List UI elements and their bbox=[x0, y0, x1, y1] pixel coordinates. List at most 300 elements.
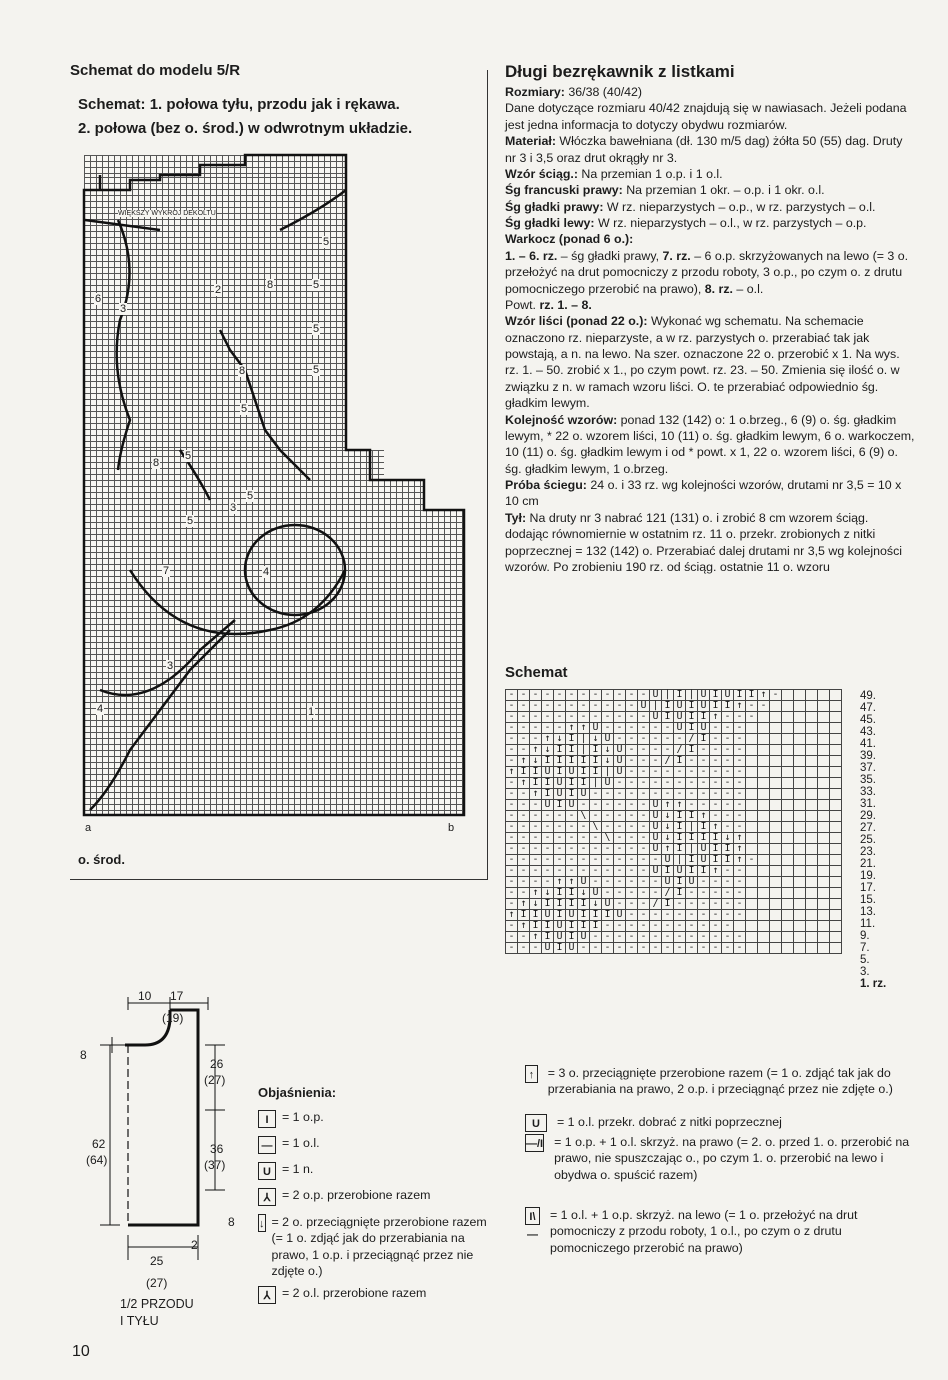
chart-cell: ↓ bbox=[542, 745, 554, 756]
chart-cell: - bbox=[686, 943, 698, 954]
chart-cell: U bbox=[698, 701, 710, 712]
chart-cell: - bbox=[566, 690, 578, 701]
chart-cell: \ bbox=[602, 833, 614, 844]
chart-cell: U bbox=[650, 800, 662, 811]
chart-cell: - bbox=[578, 800, 590, 811]
chart-cell: - bbox=[710, 778, 722, 789]
chart-cell: U bbox=[674, 723, 686, 734]
chart-cell: I bbox=[530, 767, 542, 778]
chart-cell: ↓ bbox=[662, 833, 674, 844]
chart-cell bbox=[818, 888, 830, 899]
chart-cell: - bbox=[566, 701, 578, 712]
chart-cell: ↑ bbox=[566, 723, 578, 734]
chart-cell: I bbox=[734, 690, 746, 701]
chart-cell: I bbox=[590, 767, 602, 778]
value: W rz. nieparzystych – o.p., w rz. parzystych – o.l. bbox=[603, 199, 876, 214]
chart-cell: - bbox=[566, 833, 578, 844]
chart-cell: - bbox=[554, 844, 566, 855]
chart-cell: - bbox=[698, 932, 710, 943]
chart-cell bbox=[818, 756, 830, 767]
chart-cell bbox=[758, 877, 770, 888]
chart-cell bbox=[770, 811, 782, 822]
paragraph: Dane dotyczące rozmiaru 40/42 znajdują się w nawiasach. Jeżeli podana jest jedna informacja to dotyczy obydwu rozmiarów. bbox=[505, 101, 907, 132]
legend-item bbox=[258, 1188, 488, 1206]
chart-cell bbox=[806, 866, 818, 877]
chart-cell: - bbox=[734, 877, 746, 888]
chart-cell bbox=[806, 888, 818, 899]
chart-cell: - bbox=[734, 888, 746, 899]
legend-item bbox=[525, 1207, 920, 1256]
chart-cell: - bbox=[554, 866, 566, 877]
marker-a: a bbox=[85, 822, 92, 834]
chart-cell: - bbox=[518, 888, 530, 899]
chart-row bbox=[506, 712, 842, 723]
chart-cell: - bbox=[506, 888, 518, 899]
chart-cell bbox=[794, 833, 806, 844]
value: rz. 1. – 8. bbox=[539, 297, 592, 312]
chart-cell bbox=[770, 899, 782, 910]
chart-cell: ↑ bbox=[530, 745, 542, 756]
schematic-caption-1: 1/2 PRZODU bbox=[120, 1297, 194, 1311]
chart-row bbox=[506, 745, 842, 756]
chart-cell: I bbox=[698, 866, 710, 877]
chart-cell bbox=[770, 723, 782, 734]
chart-cell: I bbox=[566, 888, 578, 899]
chart-cell: - bbox=[530, 855, 542, 866]
chart-cell: I bbox=[674, 811, 686, 822]
chart-number: 8 bbox=[153, 457, 160, 469]
chart-cell: - bbox=[626, 756, 638, 767]
chart-cell bbox=[746, 734, 758, 745]
chart-cell: U bbox=[614, 756, 626, 767]
chart-cell bbox=[770, 701, 782, 712]
k2tog-icon: ⅄ bbox=[258, 1188, 276, 1206]
chart-cell: - bbox=[614, 877, 626, 888]
chart-cell: - bbox=[722, 877, 734, 888]
chart-row bbox=[506, 921, 842, 932]
chart-cell bbox=[746, 811, 758, 822]
chart-cell: - bbox=[506, 877, 518, 888]
chart-cell bbox=[818, 899, 830, 910]
row-number: 3. bbox=[860, 966, 870, 978]
instructions-text bbox=[505, 84, 915, 575]
chart-cell bbox=[806, 943, 818, 954]
chart-cell bbox=[794, 921, 806, 932]
chart-cell bbox=[806, 701, 818, 712]
yarn-over-icon: U bbox=[258, 1162, 276, 1180]
chart-cell bbox=[746, 921, 758, 932]
chart-cell: ↑ bbox=[710, 712, 722, 723]
chart-cell: - bbox=[626, 712, 638, 723]
chart-cell bbox=[758, 899, 770, 910]
chart-cell bbox=[746, 910, 758, 921]
chart-cell: - bbox=[710, 789, 722, 800]
chart-cell: - bbox=[506, 822, 518, 833]
row-number: 43. bbox=[860, 726, 876, 738]
chart-cell: - bbox=[734, 745, 746, 756]
chart-cell: - bbox=[734, 800, 746, 811]
chart-cell bbox=[758, 921, 770, 932]
chart-cell: U bbox=[650, 833, 662, 844]
chart-cell: - bbox=[506, 855, 518, 866]
chart-cell: ↑ bbox=[662, 844, 674, 855]
chart-cell: I bbox=[566, 756, 578, 767]
chart-cell bbox=[806, 723, 818, 734]
chart-cell bbox=[782, 690, 794, 701]
chart-row bbox=[506, 844, 842, 855]
chart-row bbox=[506, 789, 842, 800]
chart-cell: - bbox=[602, 789, 614, 800]
chart-cell: I bbox=[566, 921, 578, 932]
chart-cell bbox=[758, 767, 770, 778]
chart-cell: U bbox=[674, 701, 686, 712]
chart-cell: - bbox=[686, 778, 698, 789]
chart-cell bbox=[794, 767, 806, 778]
chart-cell: - bbox=[722, 932, 734, 943]
chart-cell: - bbox=[554, 690, 566, 701]
chart-cell: - bbox=[650, 756, 662, 767]
chart-cell bbox=[830, 778, 842, 789]
dim-2: 2 bbox=[191, 1238, 198, 1252]
chart-cell bbox=[782, 866, 794, 877]
chart-cell: - bbox=[626, 844, 638, 855]
chart-cell bbox=[818, 932, 830, 943]
chart-cell bbox=[830, 756, 842, 767]
chart-cell bbox=[830, 910, 842, 921]
chart-number: 5 bbox=[323, 236, 330, 248]
chart-cell: - bbox=[638, 855, 650, 866]
legend-item bbox=[258, 1110, 488, 1128]
chart-cell: ↑ bbox=[530, 932, 542, 943]
chart-cell: - bbox=[710, 899, 722, 910]
legend-text: = 1 o.l. + 1 o.p. skrzyż. na lewo (= 1 o. przełożyć na drut pomocniczy z przodu roboty, 1 o.l., po czym o z drutu pomocniczego przerobić na prawo) bbox=[549, 1207, 858, 1255]
chart-cell: U bbox=[566, 910, 578, 921]
chart-cell: ↑ bbox=[734, 701, 746, 712]
chart-cell: ↑ bbox=[530, 789, 542, 800]
chart-cell bbox=[782, 932, 794, 943]
chart-cell: | bbox=[590, 778, 602, 789]
chart-cell: - bbox=[506, 899, 518, 910]
chart-cell: ↓ bbox=[578, 888, 590, 899]
chart-cell bbox=[794, 910, 806, 921]
chart-cell: - bbox=[566, 822, 578, 833]
chart-cell: I bbox=[590, 756, 602, 767]
chart-cell bbox=[758, 844, 770, 855]
chart-cell: ↑ bbox=[710, 866, 722, 877]
chart-cell bbox=[770, 767, 782, 778]
chart-cell: - bbox=[722, 943, 734, 954]
chart-row bbox=[506, 756, 842, 767]
chart-cell bbox=[830, 932, 842, 943]
row-number: 47. bbox=[860, 702, 876, 714]
chart-cell bbox=[758, 943, 770, 954]
chart-cell: - bbox=[626, 855, 638, 866]
chart-cell: / bbox=[662, 756, 674, 767]
chart-cell: - bbox=[506, 756, 518, 767]
chart-row bbox=[506, 943, 842, 954]
chart-cell: - bbox=[722, 734, 734, 745]
chart-cell bbox=[746, 866, 758, 877]
chart-cell: - bbox=[518, 701, 530, 712]
chart-cell: I bbox=[674, 888, 686, 899]
chart-cell bbox=[830, 833, 842, 844]
chart-cell bbox=[818, 690, 830, 701]
chart-cell: I bbox=[674, 690, 686, 701]
label: Kolejność wzorów: bbox=[505, 412, 618, 427]
chart-cell: - bbox=[602, 921, 614, 932]
chart-cell bbox=[794, 866, 806, 877]
chart-cell: I bbox=[518, 910, 530, 921]
chart-cell bbox=[806, 690, 818, 701]
chart-cell bbox=[770, 789, 782, 800]
chart-cell bbox=[830, 877, 842, 888]
chart-row bbox=[506, 910, 842, 921]
chart-cell: - bbox=[674, 899, 686, 910]
chart-cell bbox=[794, 899, 806, 910]
row-number: 17. bbox=[860, 882, 876, 894]
chart-row bbox=[506, 723, 842, 734]
chart-cell: - bbox=[566, 712, 578, 723]
chart-cell: ↑ bbox=[578, 723, 590, 734]
legend-item bbox=[258, 1162, 488, 1180]
chart-cell: I bbox=[542, 921, 554, 932]
chart-cell: - bbox=[542, 855, 554, 866]
chart-cell: - bbox=[710, 943, 722, 954]
chart-cell bbox=[746, 932, 758, 943]
chart-cell bbox=[758, 734, 770, 745]
chart-cell bbox=[818, 723, 830, 734]
chart-cell: - bbox=[578, 690, 590, 701]
chart-cell bbox=[770, 877, 782, 888]
chart-number: 3 bbox=[120, 303, 127, 315]
chart-cell bbox=[770, 734, 782, 745]
chart-cell: - bbox=[506, 932, 518, 943]
chart-cell: - bbox=[722, 756, 734, 767]
chart-cell: - bbox=[662, 910, 674, 921]
chart-cell: I bbox=[698, 833, 710, 844]
value: Na przemian 1 o.p. i 1 o.l. bbox=[577, 166, 723, 181]
chart-cell: | bbox=[674, 855, 686, 866]
chart-cell: - bbox=[686, 789, 698, 800]
chart-cell: - bbox=[710, 756, 722, 767]
chart-cell: - bbox=[674, 789, 686, 800]
chart-cell: U bbox=[650, 844, 662, 855]
chart-cell bbox=[758, 756, 770, 767]
chart-cell bbox=[818, 712, 830, 723]
chart-cell: I bbox=[710, 833, 722, 844]
chart-row bbox=[506, 932, 842, 943]
chart-cell: - bbox=[590, 701, 602, 712]
chart-cell: - bbox=[722, 723, 734, 734]
chart-cell bbox=[806, 822, 818, 833]
chart-cell bbox=[818, 800, 830, 811]
chart-cell: U bbox=[674, 866, 686, 877]
chart-cell bbox=[746, 800, 758, 811]
chart-row bbox=[506, 899, 842, 910]
chart-cell bbox=[794, 800, 806, 811]
chart-cell: I bbox=[722, 844, 734, 855]
chart-cell bbox=[830, 899, 842, 910]
chart-cell: - bbox=[650, 943, 662, 954]
row-number: 31. bbox=[860, 798, 876, 810]
chart-cell: - bbox=[650, 932, 662, 943]
chart-cell bbox=[806, 789, 818, 800]
chart-cell bbox=[770, 833, 782, 844]
chart-row bbox=[506, 734, 842, 745]
chart-cell: - bbox=[638, 833, 650, 844]
chart-cell bbox=[770, 822, 782, 833]
chart-number: 3 bbox=[167, 660, 174, 672]
value: Na przemian 1 okr. – o.p. i 1 okr. o.l. bbox=[622, 183, 825, 198]
twisted-purl-icon: U bbox=[525, 1114, 547, 1132]
legend-text: = 1 o.l. przekr. dobrać z nitki poprzecznej bbox=[557, 1114, 782, 1129]
chart-cell: - bbox=[710, 811, 722, 822]
chart-cell: - bbox=[698, 943, 710, 954]
chart-cell: U bbox=[698, 855, 710, 866]
legend-text: = 2 o. przeciągnięte przerobione razem (= 1 o. zdjąć jak do przerabiania na prawo, 1 o.p. i przeciągnąć przez nie zdjęte o.) bbox=[271, 1215, 487, 1279]
chart-cell: - bbox=[518, 789, 530, 800]
chart-cell: U bbox=[638, 701, 650, 712]
chart-cell: U bbox=[614, 767, 626, 778]
chart-cell: - bbox=[506, 734, 518, 745]
chart-cell: - bbox=[710, 723, 722, 734]
label: Śg francuski prawy: bbox=[505, 183, 623, 198]
chart-cell: - bbox=[662, 778, 674, 789]
chart-cell: - bbox=[626, 877, 638, 888]
chart-cell bbox=[758, 855, 770, 866]
chart-cell: - bbox=[710, 910, 722, 921]
p2tog-icon: ⅄ bbox=[258, 1286, 276, 1304]
chart-cell: - bbox=[614, 921, 626, 932]
chart-cell bbox=[770, 778, 782, 789]
chart-cell bbox=[782, 734, 794, 745]
chart-cell: I bbox=[698, 822, 710, 833]
chart-cell bbox=[782, 767, 794, 778]
row-number: 29. bbox=[860, 810, 876, 822]
chart-cell: - bbox=[674, 778, 686, 789]
chart-cell: - bbox=[518, 844, 530, 855]
chart-cell: I bbox=[578, 778, 590, 789]
chart-cell bbox=[830, 690, 842, 701]
label: Wzór ściąg.: bbox=[505, 166, 578, 181]
chart-cell: I bbox=[542, 789, 554, 800]
chart-cell: I bbox=[686, 855, 698, 866]
label: Śg gładki prawy: bbox=[505, 199, 604, 214]
chart-cell bbox=[794, 943, 806, 954]
chart-cell bbox=[806, 811, 818, 822]
chart-cell bbox=[818, 778, 830, 789]
dim-10: 10 bbox=[138, 989, 152, 1003]
chart-cell: ↑ bbox=[518, 921, 530, 932]
chart-cell: - bbox=[698, 910, 710, 921]
chart-cell: - bbox=[506, 712, 518, 723]
chart-cell: | bbox=[602, 767, 614, 778]
chart-cell: U bbox=[554, 778, 566, 789]
chart-cell: I bbox=[686, 811, 698, 822]
chart-cell bbox=[830, 866, 842, 877]
chart-cell bbox=[818, 943, 830, 954]
chart-cell: I bbox=[530, 910, 542, 921]
legend-item bbox=[525, 1114, 920, 1132]
chart-cell: - bbox=[506, 800, 518, 811]
chart-cell: - bbox=[578, 712, 590, 723]
chart-cell bbox=[746, 756, 758, 767]
chart-cell: \ bbox=[578, 811, 590, 822]
chart-cell: - bbox=[638, 943, 650, 954]
chart-cell: U bbox=[542, 800, 554, 811]
chart-cell: | bbox=[662, 690, 674, 701]
chart-cell bbox=[830, 789, 842, 800]
chart-cell: - bbox=[566, 855, 578, 866]
legend-left bbox=[258, 1110, 488, 1304]
chart-cell: - bbox=[590, 866, 602, 877]
chart-cell bbox=[818, 855, 830, 866]
chart-cell: I bbox=[542, 899, 554, 910]
chart-cell: ↑ bbox=[734, 855, 746, 866]
chart-cell bbox=[758, 800, 770, 811]
chart-cell: - bbox=[542, 723, 554, 734]
chart-cell bbox=[746, 943, 758, 954]
chart-cell: - bbox=[626, 734, 638, 745]
chart-cell: | bbox=[686, 690, 698, 701]
right-cross-icon: —/I bbox=[525, 1134, 544, 1152]
note-big-neckline: WIĘKSZY WYKROJ DEKOLTU bbox=[118, 210, 216, 217]
chart-cell bbox=[746, 822, 758, 833]
chart-cell: - bbox=[710, 921, 722, 932]
knit-stitch-icon: I bbox=[258, 1110, 276, 1128]
legend-item bbox=[525, 1065, 920, 1098]
value: – śg gładki prawy, bbox=[557, 248, 663, 263]
chart-cell: - bbox=[734, 712, 746, 723]
label: Rozmiary: bbox=[505, 85, 565, 99]
chart-cell: - bbox=[662, 734, 674, 745]
chart-cell: - bbox=[722, 778, 734, 789]
chart-cell: - bbox=[626, 745, 638, 756]
chart-cell bbox=[758, 910, 770, 921]
chart-cell: - bbox=[698, 888, 710, 899]
chart-cell bbox=[830, 822, 842, 833]
chart-cell: - bbox=[638, 734, 650, 745]
chart-cell: I bbox=[662, 712, 674, 723]
chart-cell bbox=[770, 800, 782, 811]
value: Na druty nr 3 nabrać 121 (131) o. i zrobić 8 cm wzorem ściąg. dodając równomiernie w ostatnim rz. 11 o. przekr. zrobionych z nitki poprzecznej = 132 (142) o. Przerabiać dalej drutami nr 3,5 wg kolejności wzorów. Po zrobieniu 190 rz. od ściąg. ostatnie 11 o. wzoru bbox=[505, 510, 903, 574]
chart-cell: I bbox=[542, 756, 554, 767]
chart-cell: - bbox=[518, 932, 530, 943]
legend-text: = 2 o.p. przerobione razem bbox=[282, 1188, 431, 1202]
dim-37: (37) bbox=[204, 1158, 226, 1172]
chart-cell: ↑ bbox=[710, 822, 722, 833]
chart-number: 5 bbox=[313, 364, 320, 376]
chart-cell: | bbox=[578, 745, 590, 756]
chart-cell: - bbox=[602, 712, 614, 723]
chart-cell bbox=[782, 943, 794, 954]
chart-cell: - bbox=[518, 866, 530, 877]
chart-cell: - bbox=[614, 822, 626, 833]
chart-cell: I bbox=[578, 910, 590, 921]
chart-cell: ↓ bbox=[542, 888, 554, 899]
chart-cell: - bbox=[614, 734, 626, 745]
chart-cell: I bbox=[566, 745, 578, 756]
chart-cell: - bbox=[530, 833, 542, 844]
chart-cell bbox=[794, 756, 806, 767]
chart-cell: I bbox=[578, 899, 590, 910]
chart-cell bbox=[794, 822, 806, 833]
chart-cell: - bbox=[506, 844, 518, 855]
row-number: 25. bbox=[860, 834, 876, 846]
chart-cell: ↑ bbox=[542, 734, 554, 745]
row-number: 13. bbox=[860, 906, 876, 918]
chart-cell: - bbox=[614, 701, 626, 712]
